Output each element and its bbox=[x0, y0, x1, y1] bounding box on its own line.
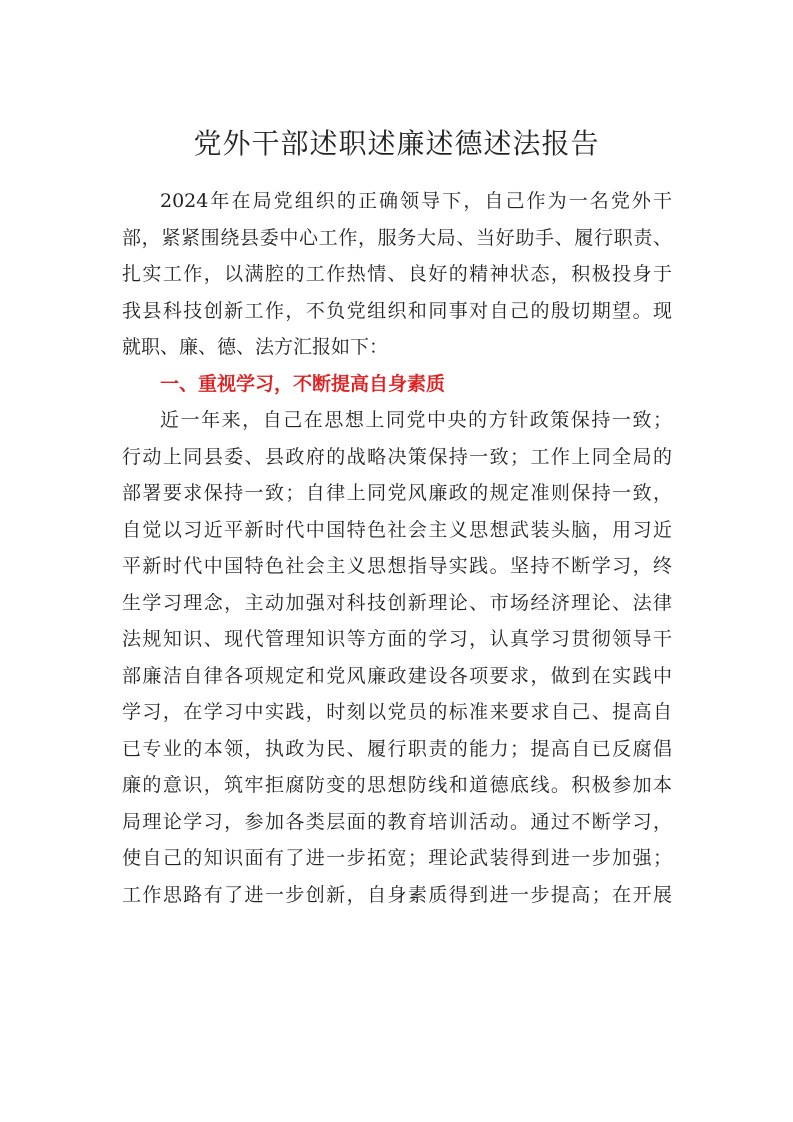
text-line: 已专业的本领，执政为民、履行职责的能力；提高自已反腐倡 bbox=[122, 737, 672, 760]
section-heading-1: 一、重视学习，不断提高自身素质 bbox=[160, 372, 446, 395]
text-line: 工作思路有了进一步创新，自身素质得到进一步提高；在开展 bbox=[122, 883, 672, 906]
text-line: 扎实工作，以满腔的工作热情、良好的精神状态，积极投身于 bbox=[122, 263, 672, 285]
text-line: 2024年在局党组织的正确领导下，自己作为一名党外干 bbox=[160, 190, 672, 212]
text-line: 部署要求保持一致；自律上同党风廉政的规定准则保持一致， bbox=[122, 482, 672, 504]
text-line: 平新时代中国特色社会主义思想指导实践。坚持不断学习，终 bbox=[122, 555, 672, 577]
text-line: 局理论学习，参加各类层面的教育培训活动。通过不断学习， bbox=[122, 810, 672, 833]
text-line: 近一年来，自己在思想上同党中央的方针政策保持一致； bbox=[160, 409, 672, 431]
text-line: 部廉洁自律各项规定和党风廉政建设各项要求，做到在实践中 bbox=[122, 664, 672, 687]
section-1-paragraph bbox=[122, 402, 672, 913]
text-line: 就职、廉、德、法方汇报如下： bbox=[122, 336, 389, 358]
document-title: 党外干部述职述廉述德述法报告 bbox=[193, 127, 600, 160]
text-line: 行动上同县委、县政府的战略决策保持一致；工作上同全局的 bbox=[122, 445, 672, 468]
text-line: 学习，在学习中实践，时刻以党员的标准来要求自己、提高自 bbox=[122, 701, 672, 723]
text-line: 使自己的知识面有了进一步拓宽；理论武装得到进一步加强； bbox=[122, 847, 672, 869]
text-line: 自觉以习近平新时代中国特色社会主义思想武装头脑，用习近 bbox=[122, 518, 672, 541]
text-line: 生学习理念，主动加强对科技创新理论、市场经济理论、法律 bbox=[122, 591, 672, 614]
text-line: 法规知识、现代管理知识等方面的学习，认真学习贯彻领导干 bbox=[122, 628, 672, 650]
intro-paragraph bbox=[122, 183, 672, 366]
text-line: 我县科技创新工作，不负党组织和同事对自己的殷切期望。现 bbox=[122, 299, 672, 322]
document-body bbox=[122, 183, 672, 913]
text-line: 部，紧紧围绕县委中心工作，服务大局、当好助手、履行职责、 bbox=[122, 226, 672, 249]
text-line: 廉的意识，筑牢拒腐防变的思想防线和道德底线。积极参加本 bbox=[122, 774, 672, 796]
